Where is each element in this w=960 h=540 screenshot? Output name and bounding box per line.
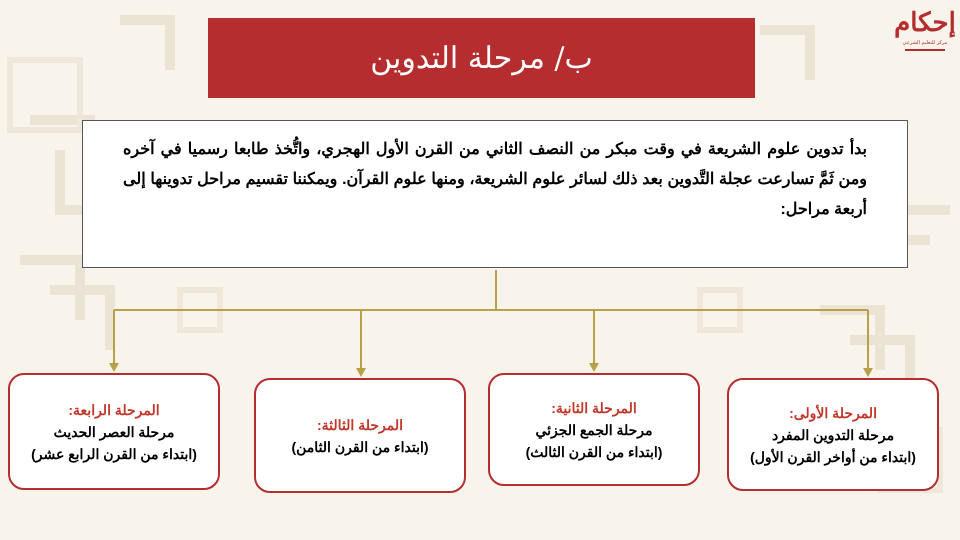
stage-name: مرحلة الجمع الجزئي (535, 421, 653, 438)
stage-title: المرحلة الرابعة: (68, 401, 160, 418)
intro-text-box (82, 120, 908, 268)
stage-name: مرحلة العصر الحديث (53, 423, 175, 440)
logo-wordmark: إحكام (894, 8, 956, 38)
stage-period: (ابتداء من أواخر القرن الأول) (750, 448, 916, 465)
logo-tagline: مركز للتعليم الشرعي (902, 40, 948, 46)
stage-title: المرحلة الثانية: (551, 399, 637, 416)
stage-period: (ابتداء من القرن الثامن) (291, 438, 429, 455)
stage-title: المرحلة الأولى: (789, 404, 877, 421)
stage-card-third (254, 378, 466, 493)
stage-card-first (727, 378, 939, 491)
title-banner (208, 18, 755, 98)
stage-name: مرحلة التدوين المفرد (771, 426, 895, 443)
stage-card-second (488, 373, 700, 486)
intro-paragraph: بدأ تدوين علوم الشريعة في وقت مبكر من النصف الثاني من القرن الأول الهجري، واتُّخذ طابعا رسميا في آخره ومن ثَمَّ تسارعت عجلة التَّدوين بعد ذلك لسائر علوم الشريعة، ومنها علوم القرآن. ويمكننا تقسيم مراحل تدوينها إلى أربعة مراحل: (123, 141, 867, 218)
logo-underline (905, 49, 945, 51)
stage-period: (ابتداء من القرن الثالث) (525, 443, 663, 460)
stage-period: (ابتداء من القرن الرابع عشر) (31, 445, 197, 462)
brand-logo (894, 6, 956, 60)
stage-card-fourth (8, 373, 220, 490)
stage-title: المرحلة الثالثة: (317, 416, 403, 433)
page-title: ب/ مرحلة التدوين (370, 40, 593, 76)
